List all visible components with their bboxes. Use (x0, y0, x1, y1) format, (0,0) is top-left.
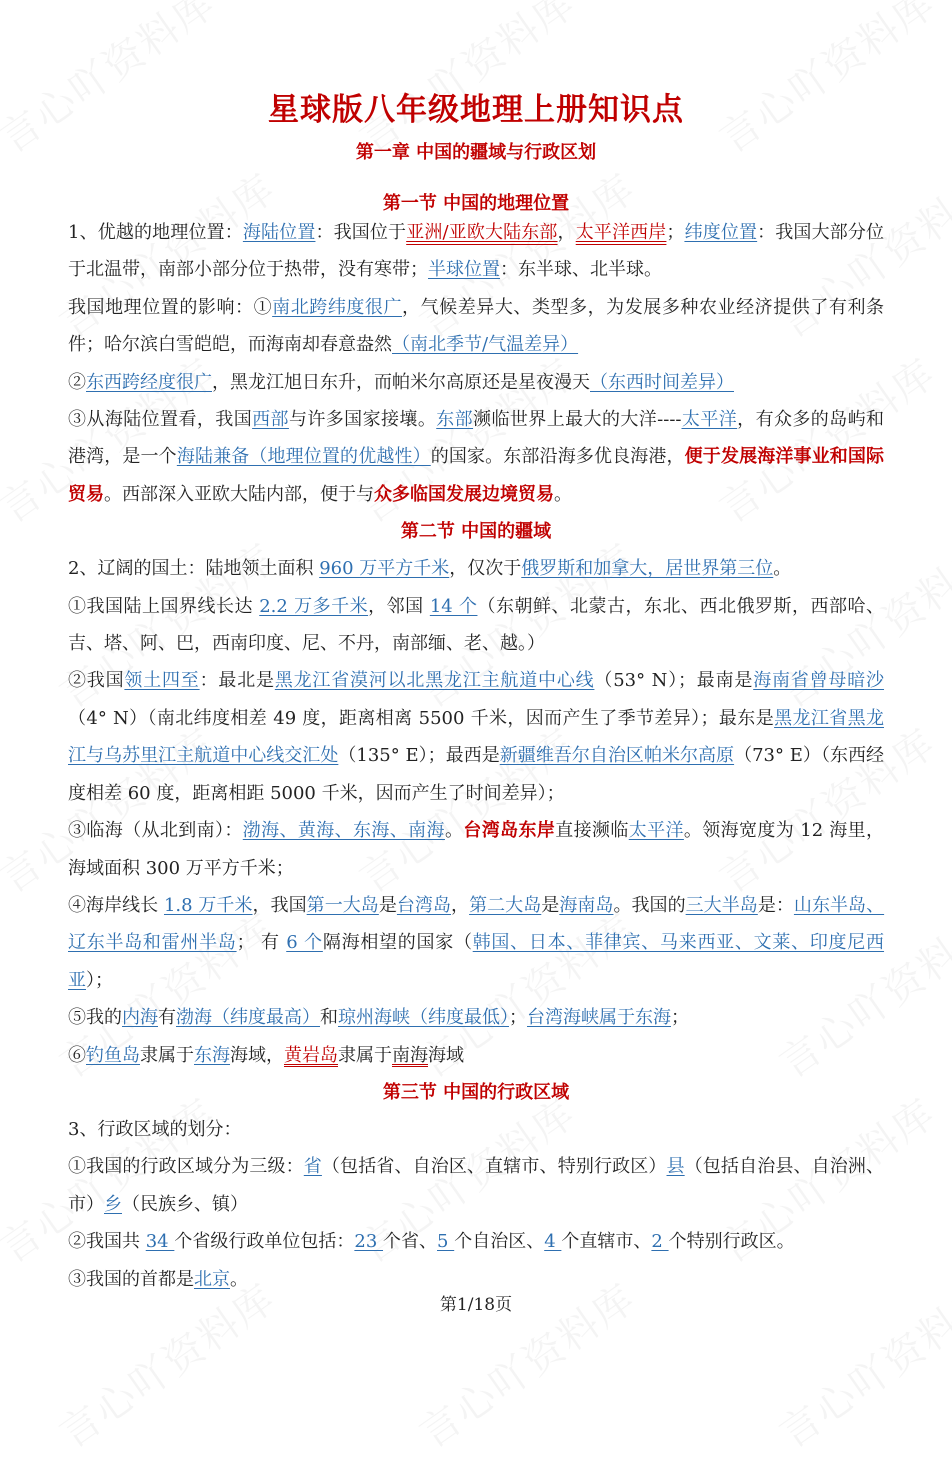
text-run: 濒临世界上最大的大洋---- (473, 409, 682, 431)
keyword-highlight: 2 (651, 1231, 669, 1253)
text-run: ，气候差异大、类型多，为发展多种农业经济提供了有利条件；哈尔滨白雪皑皑，而海南却春意盎然 (68, 296, 884, 356)
text-run: 海域， (230, 1044, 284, 1066)
text-run: 2、辽阔的国土：陆地领土面积 (68, 558, 320, 580)
document-title: 星球版八年级地理上册知识点 (268, 92, 684, 128)
keyword-highlight: 5 (437, 1231, 455, 1253)
keyword-highlight: 领土四至 (124, 670, 200, 692)
text-run: （53° N）；最南是 (594, 670, 754, 692)
text-run: ； 有 (236, 932, 287, 954)
keyword-highlight: 台湾岛东岸 (463, 820, 556, 842)
keyword-highlight: 第一大岛 (306, 894, 379, 916)
keyword-highlight: 南海 (392, 1044, 428, 1066)
text-run: 。我国的 (613, 894, 686, 916)
keyword-highlight: 海南省曾母暗沙 (753, 670, 885, 692)
keyword-highlight: 太平洋 (681, 409, 738, 431)
text-run: 隶属于 (338, 1044, 392, 1066)
text-run: 1、优越的地理位置： (68, 222, 243, 243)
text-run: ②我国 (68, 670, 125, 692)
keyword-highlight: 黑龙江省漠河以北黑龙江主航道中心线 (274, 670, 595, 692)
text-run: （包括自治县、自治洲、市） (68, 1156, 885, 1215)
keyword-highlight: 省 (303, 1156, 322, 1178)
section-heading: 第一节 中国的地理位置 (382, 193, 570, 214)
text-run: 。西部深入亚欧大陆内部，便于与 (104, 483, 374, 505)
chapter-heading: 第一章 中国的疆域与行政区划 (355, 142, 597, 163)
text-run: ③临海（从北到南）： (68, 820, 243, 842)
text-run: （民族乡、镇） (122, 1193, 248, 1215)
text-run: 和 (320, 1007, 338, 1029)
keyword-highlight: 960 万平方千米 (319, 558, 450, 580)
paragraph (68, 662, 884, 812)
text-run: 直接濒临 (555, 820, 629, 842)
text-run: 个自治区、 (454, 1231, 545, 1253)
text-run: （包括省、自治区、直辖市、特别行政区） (321, 1156, 667, 1178)
keyword-highlight: 钓鱼岛 (86, 1044, 140, 1066)
text-run: ② (68, 371, 86, 393)
keyword-highlight: 海陆兼备（地理位置的优越性） (176, 446, 431, 468)
keyword-highlight: 2.2 万多千米 (259, 595, 369, 617)
keyword-highlight: 6 个 (286, 932, 323, 954)
keyword-highlight: 众多临国发展边境贸易 (374, 483, 554, 505)
keyword-highlight: 便于发展海洋事业和国际贸易 (68, 446, 885, 505)
text-run: ①我国陆上国界线长达 (68, 595, 260, 617)
keyword-highlight: （东西时间差异） (590, 371, 734, 393)
keyword-highlight: 琼州海峡（纬度最低） (338, 1007, 509, 1029)
page-number: 第1/18页 (439, 1295, 513, 1315)
text-run: ：我国位于 (315, 222, 407, 243)
text-run: 是： (757, 894, 794, 916)
keyword-highlight: 1.8 万千米 (163, 894, 253, 916)
keyword-highlight: 半球位置 (428, 259, 500, 281)
keyword-highlight: 三大半岛 (685, 894, 758, 916)
text-run: ； (671, 1007, 689, 1029)
keyword-highlight: 南北跨纬度很广 (272, 296, 403, 318)
text-run: ③从海陆位置看，我国 (68, 409, 253, 431)
keyword-highlight: 太平洋西岸 (575, 222, 667, 243)
paragraph (68, 999, 884, 1036)
keyword-highlight: 亚洲/亚欧大陆东部 (406, 222, 558, 243)
text-run: ：东半球、北半球。 (500, 259, 662, 281)
text-run: （135° E）；最西是 (338, 745, 500, 767)
text-run: ； (509, 1007, 527, 1029)
text-run: ， (557, 222, 576, 243)
text-run: ①我国的行政区域分为三级： (68, 1156, 304, 1178)
text-run: 是 (541, 894, 560, 916)
keyword-highlight: 黑龙江省黑龙江与乌苏里江主航道中心线交汇处 (68, 707, 884, 767)
text-run: 。 (230, 1268, 248, 1290)
text-run: 个省级行政单位包括： (174, 1231, 355, 1253)
keyword-highlight: 韩国、日本、菲律宾、马来西亚、文莱、印度尼西亚 (68, 932, 885, 991)
text-run: ； (666, 222, 685, 243)
keyword-highlight: 23 (354, 1231, 384, 1253)
text-run: （东朝鲜、北蒙古，东北、西北俄罗斯，西部哈、吉、塔、阿、巴，西南印度、尼、不丹，南部缅、老、越。） (68, 595, 884, 655)
text-run: 的国家。东部沿海多优良海港， (430, 446, 685, 468)
paragraph (68, 401, 884, 513)
paragraph (68, 550, 884, 587)
text-run: ：我国大部分位于北温带，南部小部分位于热带，没有寒带； (68, 222, 885, 281)
text-run: ⑥ (68, 1044, 86, 1066)
text-run: 。 (773, 558, 792, 580)
keyword-highlight: 新疆维吾尔自治区帕米尔高原 (499, 745, 735, 767)
keyword-highlight: 34 (145, 1231, 175, 1253)
keyword-highlight: 俄罗斯和加拿大，居世界第三位 (521, 558, 774, 580)
text-run: ，黑龙江旭日东升，而帕米尔高原还是星夜漫天 (212, 371, 590, 393)
text-run: 是 (378, 894, 397, 916)
section-heading: 第三节 中国的行政区域 (382, 1081, 570, 1103)
paragraph (68, 214, 884, 289)
keyword-highlight: 乡 (104, 1193, 122, 1215)
text-run: ④海岸线长 (68, 894, 164, 916)
keyword-highlight: 太平洋 (628, 820, 684, 842)
paragraph (68, 1223, 884, 1260)
text-run: ，有众多的岛屿和港湾，是一个 (68, 409, 885, 468)
keyword-highlight: 山东半岛、辽东半岛和雷州半岛 (68, 894, 885, 954)
text-run: ⑤我的 (68, 1007, 122, 1029)
document-body (68, 194, 884, 1298)
paragraph (68, 812, 884, 887)
keyword-highlight: 西部 (252, 409, 289, 431)
paragraph (68, 289, 884, 364)
keyword-highlight: 东海 (194, 1044, 230, 1066)
keyword-highlight: 内海 (122, 1007, 158, 1029)
text-run: ③我国的首都是 (68, 1268, 194, 1290)
text-run: 3、行政区域的划分： (68, 1118, 242, 1140)
text-run: 隶属于 (140, 1044, 194, 1066)
text-run: （4° N）（南北纬度相差 49 度，距离相离 5500 千米，因而产生了季节差异）；最东是 (68, 707, 775, 729)
text-run: 。领海宽度为 12 海里，海域面积 300 万平方千米； (68, 820, 885, 879)
keyword-highlight: 渤海（纬度最高） (176, 1007, 320, 1029)
keyword-highlight: 北京 (194, 1268, 230, 1290)
keyword-highlight: 第二大岛 (469, 894, 542, 916)
keyword-highlight: 渤海、黄海、东海、南海 (242, 820, 445, 842)
text-run: ，邻国 (368, 595, 430, 617)
keyword-highlight: 东西跨经度很广 (86, 371, 212, 393)
keyword-highlight: 海南岛 (559, 894, 614, 916)
keyword-highlight: （南北季节/气温差异） (392, 334, 579, 356)
text-run: 海域 (428, 1044, 464, 1066)
text-run: ②我国共 (68, 1231, 146, 1253)
paragraph (68, 887, 884, 999)
text-run: ：最北是 (199, 670, 275, 692)
text-run: 个直辖市、 (561, 1231, 652, 1253)
keyword-highlight: 台湾海峡属于东海 (527, 1007, 671, 1029)
text-run: 个特别行政区。 (668, 1231, 795, 1253)
paragraph (68, 1111, 884, 1148)
text-run: 我国地理位置的影响：① (68, 296, 273, 318)
keyword-highlight: 东部 (436, 409, 474, 431)
keyword-highlight: 县 (666, 1156, 685, 1178)
text-run: 与许多国家接壤。 (288, 409, 437, 431)
text-run: 。 (554, 483, 572, 505)
text-run: 有 (158, 1007, 176, 1029)
text-run: （73° E）（东西经度相差 60 度，距离相距 5000 千米，因而产生了时间差异）； (68, 745, 885, 804)
keyword-highlight: 纬度位置 (684, 222, 758, 243)
text-run: 隔海相望的国家（ (322, 932, 473, 954)
keyword-highlight: 黄岩岛 (284, 1044, 338, 1066)
paragraph (68, 364, 884, 401)
text-run: ，仅次于 (449, 558, 522, 580)
paragraph (68, 588, 884, 663)
text-run: 个省、 (383, 1231, 438, 1253)
keyword-highlight: 4 (544, 1231, 562, 1253)
keyword-highlight: 14 个 (429, 595, 478, 617)
text-run: ，我国 (252, 894, 307, 916)
section-heading: 第二节 中国的疆域 (400, 521, 552, 543)
paragraph (68, 1148, 884, 1223)
text-run: ， (451, 894, 470, 916)
keyword-highlight: 台湾岛 (396, 894, 452, 916)
paragraph (68, 1037, 884, 1074)
text-run: 。 (444, 820, 464, 842)
keyword-highlight: 海陆位置 (242, 222, 316, 243)
text-run: ）； (86, 969, 113, 991)
